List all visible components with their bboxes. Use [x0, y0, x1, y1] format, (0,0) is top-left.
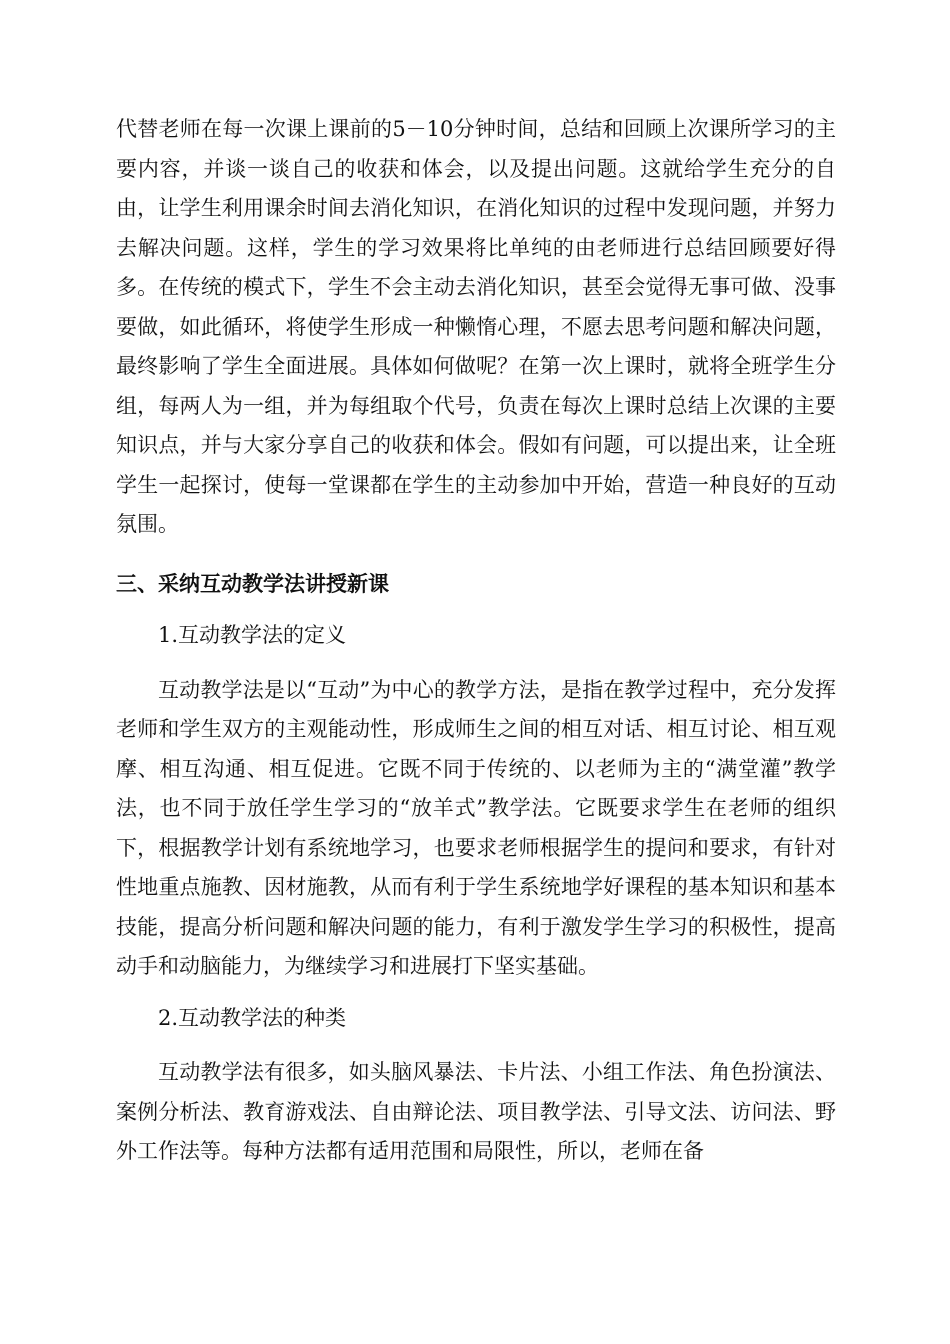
section-heading-3: 三、采纳互动教学法讲授新课 — [116, 571, 389, 596]
subheading-definition: 1.互动教学法的定义 — [158, 623, 347, 647]
paragraph-definition: 互动教学法是以“互动”为中心的教学方法，是指在教学过程中，充分发挥老师和学生双方的主观能动性，形成师生之间的相互对话、相互讨论、相互观摩、相互沟通、相互促进。它既不同于传统的、以老师为主的“满堂灌”教学法，也不同于放任学生学习的“放羊式”教学法。它既要求学生在老师的组织下，根据教学计划有系统地学习，也要求老师根据学生的提问和要求，有针对性地重点施教、因材施教，从而有利于学生系统地学好课程的基本知识和基本技能，提高分析问题和解决问题的能力，有利于激发学生学习的积极性，提高动手和动脑能力，为继续学习和进展打下坚实基础。 — [116, 677, 836, 978]
paragraph-intro: 代替老师在每一次课上课前的5－10分钟时间，总结和回顾上次课所学习的主要内容，并谈一谈自己的收获和体会，以及提出问题。这就给学生充分的自由，让学生利用课余时间去消化知识，在消化知识的过程中发现问题，并努力去解决问题。这样，学生的学习效果将比单纯的由老师进行总结回顾要好得多。在传统的模式下，学生不会主动去消化知识，甚至会觉得无事可做、没事要做，如此循环，将使学生形成一种懒惰心理，不愿去思考问题和解决问题，最终影响了学生全面进展。具体如何做呢？在第一次上课时，就将全班学生分组，每两人为一组，并为每组取个代号，负责在每次上课时总结上次课的主要知识点，并与大家分享自己的收获和体会。假如有问题，可以提出来，让全班学生一起探讨，使每一堂课都在学生的主动参加中开始，营造一种良好的互动氛围。 — [116, 117, 836, 536]
paragraph-types: 互动教学法有很多，如头脑风暴法、卡片法、小组工作法、角色扮演法、案例分析法、教育游戏法、自由辩论法、项目教学法、引导文法、访问法、野外工作法等。每种方法都有适用范围和局限性，所以，老师在备 — [116, 1060, 836, 1163]
subheading-types: 2.互动教学法的种类 — [158, 1005, 347, 1030]
document-page — [116, 110, 836, 1172]
